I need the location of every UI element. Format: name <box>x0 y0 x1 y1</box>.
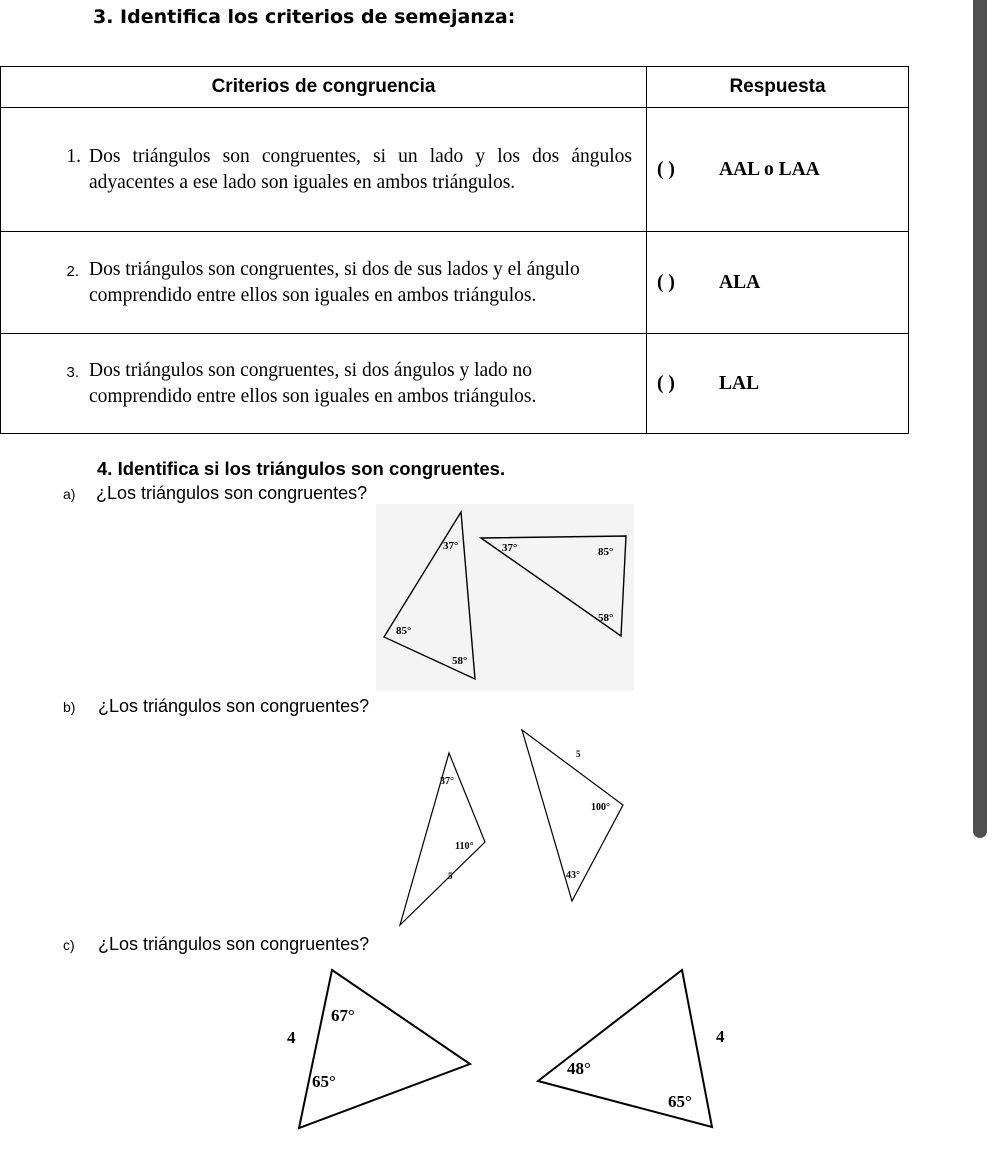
criteria-cell <box>1 232 647 334</box>
side-label: 4 <box>716 1027 725 1046</box>
angle-label: 67° <box>331 1006 355 1025</box>
side-label: 4 <box>287 1028 296 1047</box>
question-a <box>63 483 367 504</box>
figure-c <box>270 960 740 1135</box>
vertical-scrollbar[interactable] <box>973 0 987 838</box>
angle-label: 65° <box>668 1092 692 1111</box>
answer-option: LAL <box>719 372 760 394</box>
table-header-row <box>1 67 909 108</box>
criteria-text: Dos triángulos son congruentes, si un lado y los dos ángulos adyacentes a ese lado son iguales en ambos triángulos. <box>89 145 632 193</box>
row-number: 2. <box>66 262 79 280</box>
side-label: 5 <box>576 749 581 759</box>
angle-label: 58° <box>598 612 614 624</box>
angle-label: 58° <box>452 655 468 667</box>
angle-label: 65° <box>312 1072 336 1091</box>
angle-label: 85° <box>396 625 412 637</box>
answer-option: ALA <box>719 271 761 293</box>
question-b <box>63 696 369 717</box>
angle-label: 37° <box>440 776 454 787</box>
table-row <box>1 232 909 334</box>
row-number: 3. <box>66 363 79 381</box>
answer-option: AAL o LAA <box>719 158 820 180</box>
question-text: ¿Los triángulos son congruentes? <box>98 934 370 954</box>
answer-blank[interactable]: ( ) <box>657 271 675 293</box>
criteria-header: Criterios de congruencia <box>1 67 647 108</box>
criteria-table <box>0 66 909 434</box>
angle-label: 43° <box>566 870 580 881</box>
angle-label: 37° <box>443 540 459 552</box>
triangle-c-left <box>299 970 470 1128</box>
answer-cell[interactable] <box>647 334 909 434</box>
figure-a-background <box>376 504 634 691</box>
angle-label: 85° <box>598 546 614 558</box>
table-row <box>1 334 909 434</box>
question-letter: b) <box>63 699 76 715</box>
question-c <box>63 934 369 955</box>
angle-label: 110° <box>455 841 474 852</box>
figure-b <box>390 725 630 930</box>
answer-blank[interactable]: ( ) <box>657 372 675 394</box>
question-text: ¿Los triángulos son congruentes? <box>98 696 370 716</box>
side-label: 5 <box>448 871 453 881</box>
angle-label: 48° <box>567 1059 591 1078</box>
row-number: 1. <box>66 145 81 167</box>
table-row <box>1 108 909 232</box>
question-letter: c) <box>63 937 75 953</box>
answer-cell[interactable] <box>647 108 909 232</box>
answer-cell[interactable] <box>647 232 909 334</box>
section-4-title: 4. Identifica si los triángulos son congruentes. <box>97 458 506 479</box>
figure-a <box>376 504 634 691</box>
question-text: ¿Los triángulos son congruentes? <box>96 483 368 503</box>
angle-label: 100° <box>591 802 610 813</box>
angle-label: 37° <box>502 542 518 554</box>
answer-blank[interactable]: ( ) <box>657 158 675 180</box>
question-letter: a) <box>63 486 76 502</box>
criteria-cell <box>1 108 647 232</box>
criteria-cell <box>1 334 647 434</box>
answer-header: Respuesta <box>647 67 909 108</box>
criteria-text: Dos triángulos son congruentes, si dos de sus lados y el ángulo comprendido entre ellos son iguales en ambos triángulos. <box>89 258 580 306</box>
section-3-title: 3. Identifica los criterios de semejanza: <box>93 6 516 28</box>
criteria-text: Dos triángulos son congruentes, si dos ángulos y lado no comprendido entre ellos son iguales en ambos triángulos. <box>89 359 537 407</box>
